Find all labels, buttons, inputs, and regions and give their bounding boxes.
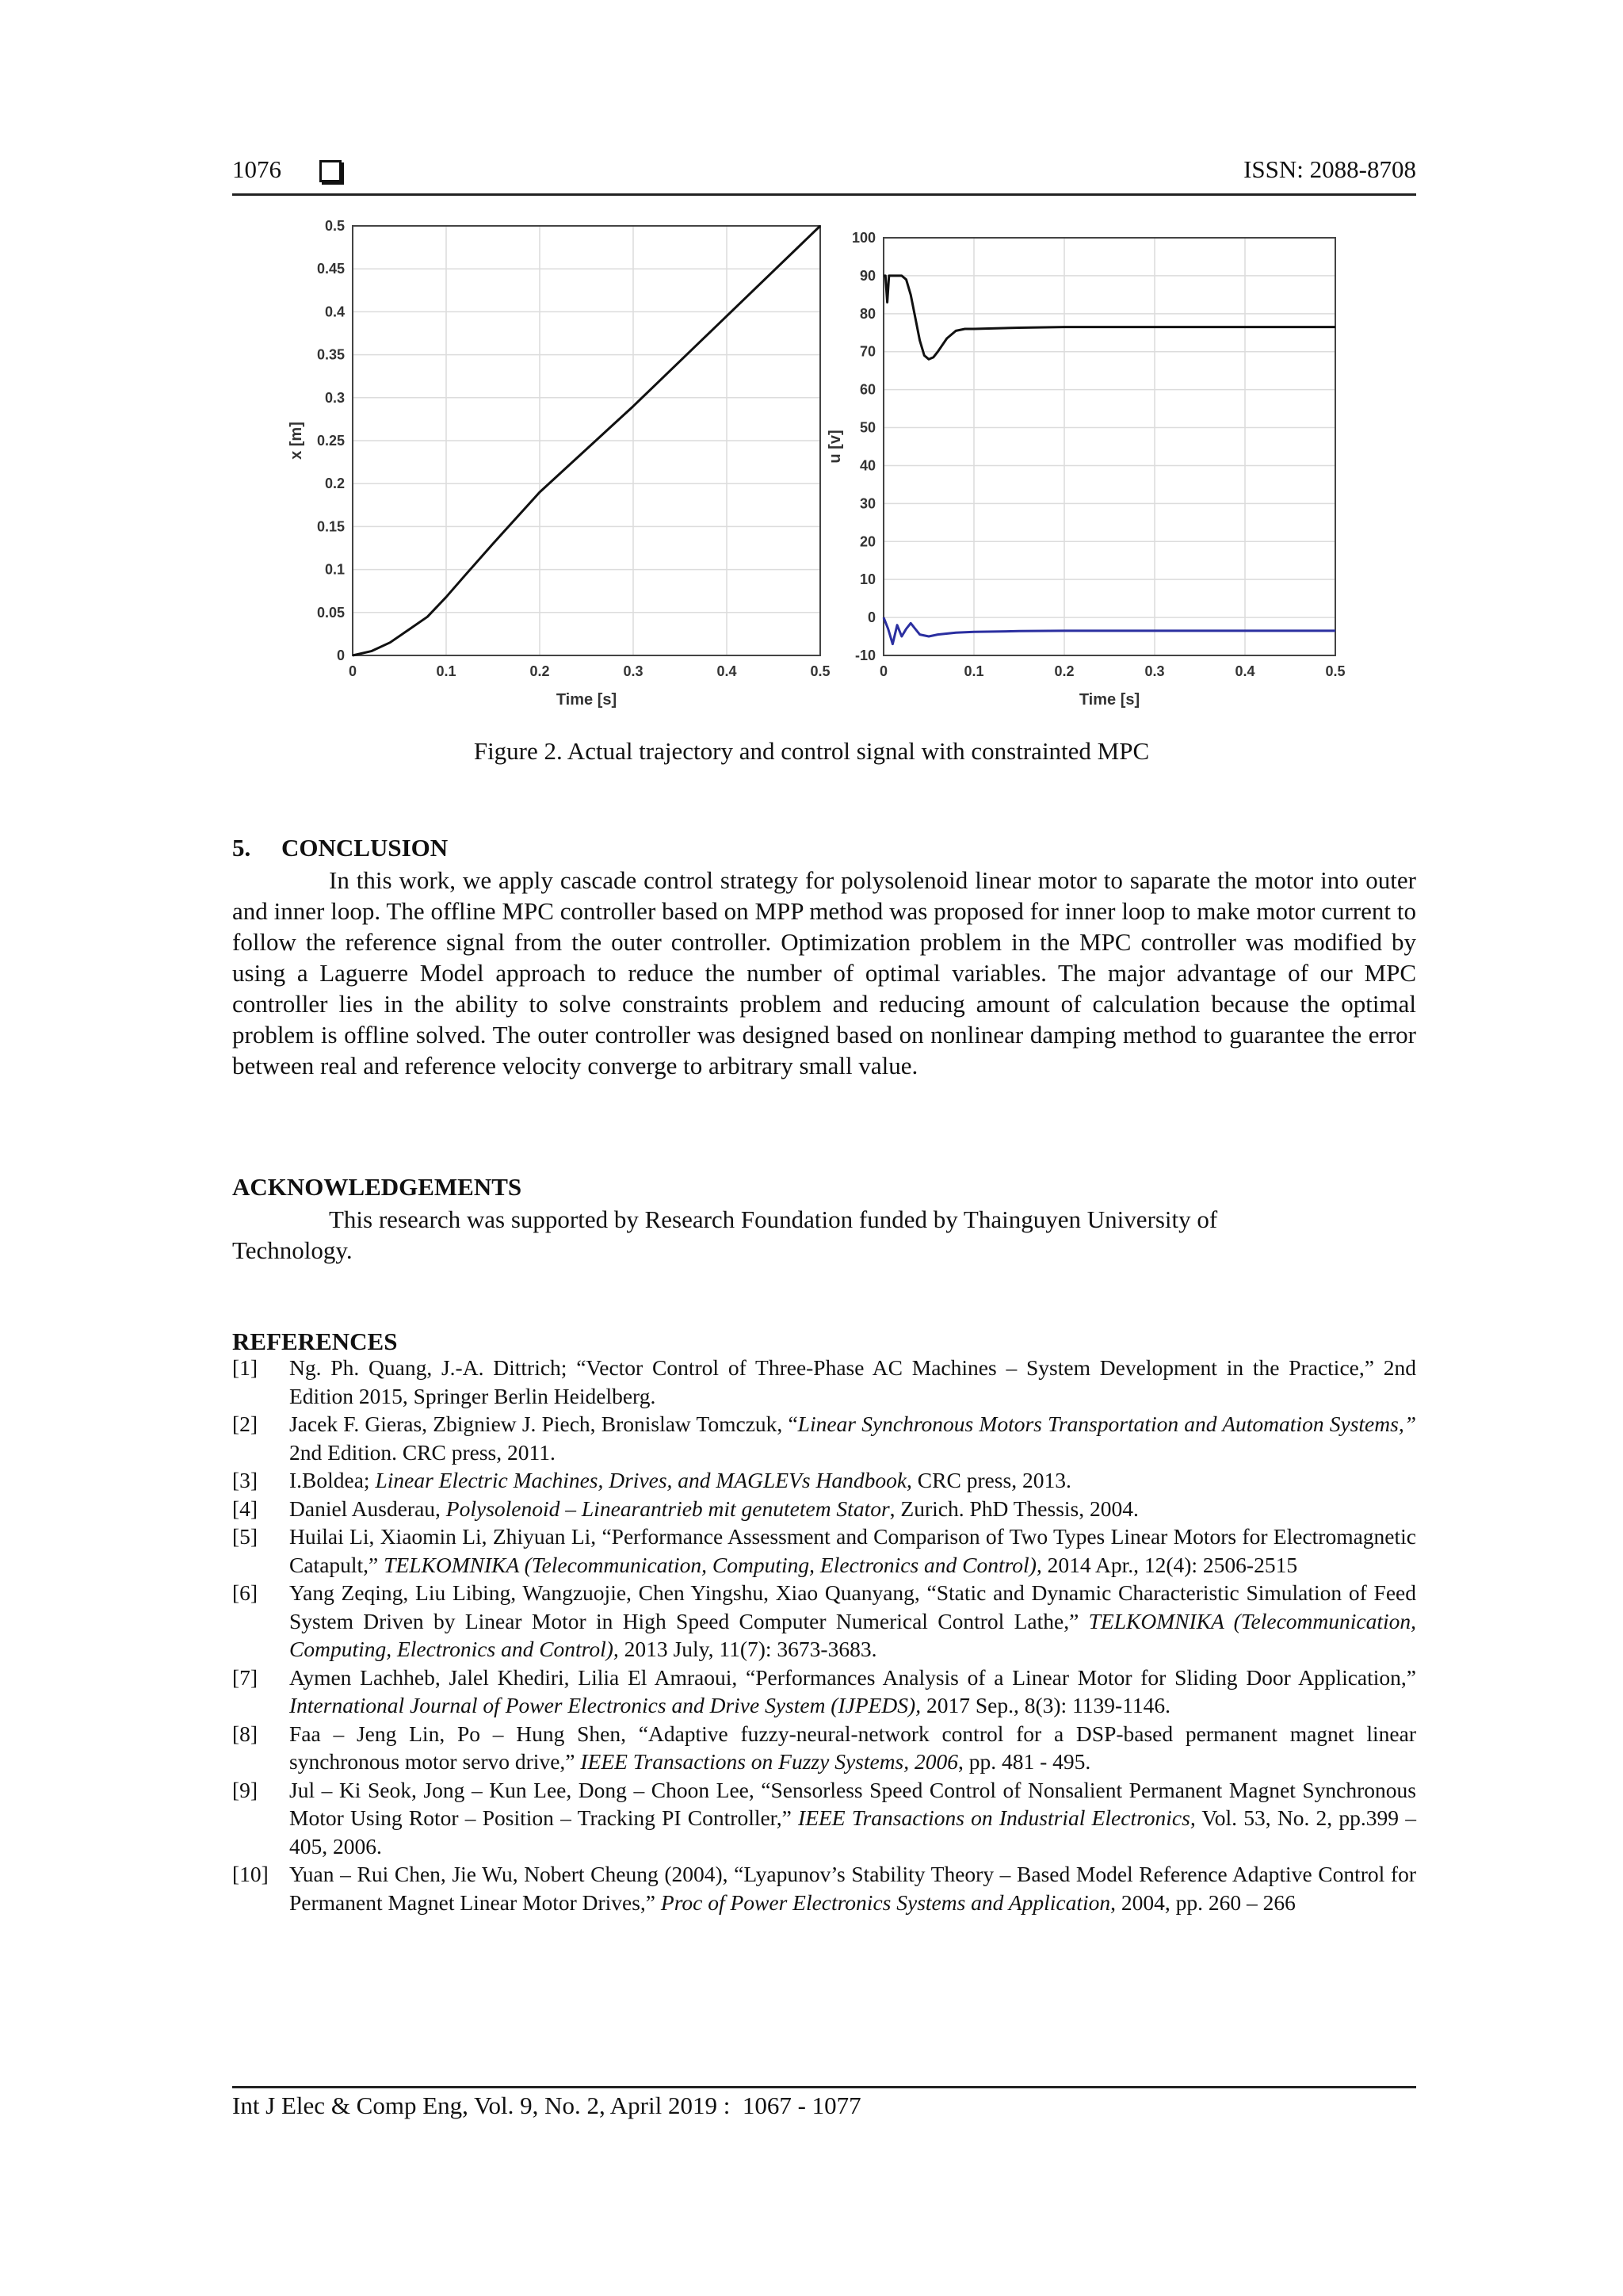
reference-text	[289, 1579, 1416, 1664]
x-tick-label: 0.3	[623, 663, 643, 679]
x-tick-label: 0.5	[1325, 663, 1346, 679]
acknowledgements-body	[232, 1204, 1416, 1266]
reference-number: [6]	[232, 1580, 258, 1605]
reference-segment: Huilai Li, Xiaomin Li, Zhiyuan Li, “Performance Assessment and Comparison of Two Types Linear Motors for Electromagnetic Catapult,”	[289, 1524, 1416, 1577]
y-tick-label: 10	[859, 571, 876, 588]
reference-segment: Yuan – Rui Chen, Jie Wu, Nobert Cheung (2004), “Lyapunov’s Stability Theory – Based Model Reference Adaptive Control for Permanent Magnet Linear Motor Drives,”	[289, 1862, 1416, 1915]
reference-number: [5]	[232, 1524, 258, 1549]
reference-text	[289, 1354, 1416, 1410]
reference-text	[289, 1522, 1416, 1579]
figure-caption: Figure 2. Actual trajectory and control signal with constrainted MPC	[473, 737, 1150, 765]
y-tick-label: 80	[859, 305, 876, 322]
y-tick-label: 0.45	[316, 261, 345, 277]
acknowledgements-line1: This research was supported by Research Foundation funded by Thainguyen University of	[329, 1205, 1218, 1233]
plot-area	[884, 238, 1335, 655]
reference-italic-segment: International Journal of Power Electronics and Drive System (IJPEDS),	[289, 1693, 922, 1717]
x-tick-label: 0	[879, 663, 888, 679]
reference-segment: Faa – Jeng Lin, Po – Hung Shen, “Adaptive fuzzy-neural-network control for a DSP-based permanent magnet linear synchronous motor servo drive,”	[289, 1721, 1416, 1774]
checkbox-square-icon	[319, 160, 342, 182]
conclusion-body	[232, 865, 1416, 1081]
reference-segment: , 2004, pp. 260 – 266	[1110, 1889, 1296, 1915]
reference-segment: Jacek F. Gieras, Zbigniew J. Piech, Bronislaw Tomczuk, “	[289, 1412, 798, 1436]
reference-segment: Vol. 53, No. 2, pp.399 – 405, 2006.	[289, 1805, 1416, 1859]
y-tick-label: 0.2	[324, 476, 345, 492]
x-tick-label: 0.1	[964, 663, 984, 679]
y-tick-label: 0.5	[324, 218, 345, 234]
y-tick-label: -10	[854, 648, 876, 663]
x-tick-label: 0.3	[1144, 663, 1165, 679]
y-tick-label: 0	[336, 648, 345, 663]
y-tick-label: 0.35	[316, 346, 345, 363]
x-tick-label: 0.2	[529, 663, 550, 679]
reference-italic-segment: IEEE Transactions on Industrial Electronics,	[798, 1805, 1196, 1830]
reference-item	[232, 1522, 1416, 1579]
reference-text	[289, 1720, 1416, 1776]
reference-italic-segment: IEEE Transactions on Fuzzy Systems, 2006	[580, 1749, 959, 1774]
y-tick-label: 90	[859, 267, 876, 284]
chart-1	[288, 218, 831, 709]
reference-number: [9]	[232, 1777, 258, 1802]
reference-item	[232, 1410, 1416, 1466]
conclusion-text: In this work, we apply cascade control strategy for polysolenoid linear motor to saparate the motor into outer and inner loop. The offline MPC controller based on MPP method was proposed for inner loop to make motor current to follow the reference signal from the outer controller. Optimization problem in the MPC controller was modified by using a Laguerre Model approach to reduce the number of optimal variables. The major advantage of our MPC controller lies in the ability to solve constraints problem and reducing amount of calculation because the optimal problem is offline solved. The outer controller was designed based on nonlinear damping method to guarantee the error between real and reference velocity converge to arbitrary small value.	[232, 866, 1416, 1079]
acknowledgements-heading: ACKNOWLEDGEMENTS	[232, 1173, 522, 1201]
references-list	[232, 1354, 1416, 1916]
y-tick-label: 40	[859, 457, 876, 474]
reference-item	[232, 1664, 1416, 1720]
y-tick-label: 0.15	[316, 518, 345, 535]
reference-segment: , CRC press, 2013.	[907, 1468, 1071, 1492]
reference-segment: Yang Zeqing, Liu Libing, Wangzuojie, Chen Yingshu, Xiao Quanyang, “Static and Dynamic Characteristic Simulation of Feed System Driven by Linear Motor in High Speed Computer Numerical Control Lathe,”	[289, 1580, 1416, 1633]
y-tick-label: 0.05	[316, 604, 345, 621]
x-tick-label: 0.4	[716, 663, 737, 679]
reference-italic-segment: Linear Synchronous Motors Transportation and Automation Systems,”	[797, 1412, 1416, 1436]
reference-segment: Ng. Ph. Quang, J.-A. Dittrich; “Vector Control of Three-Phase AC Machines – System Development in the Practice,” 2nd Edition 2015, Springer Berlin Heidelberg.	[289, 1355, 1416, 1408]
reference-item	[232, 1466, 1416, 1495]
reference-text	[289, 1776, 1416, 1861]
reference-text	[289, 1466, 1416, 1495]
reference-segment: Aymen Lachheb, Jalel Khediri, Lilia El Amraoui, “Performances Analysis of a Linear Motor for Sliding Door Application,”	[289, 1664, 1416, 1690]
x-axis-label: Time [s]	[1079, 691, 1140, 709]
y-tick-label: 70	[859, 343, 876, 360]
reference-number: [3]	[232, 1468, 258, 1492]
x-tick-label: 0.4	[1235, 663, 1255, 679]
y-tick-label: 0.1	[324, 561, 345, 578]
reference-segment: Jul – Ki Seok, Jong – Kun Lee, Dong – Choon Lee, “Sensorless Speed Control of Nonsalient Permanent Magnet Synchronous Motor Using Rotor – Position – Tracking PI Controller,”	[289, 1777, 1416, 1830]
reference-segment: 2017 Sep., 8(3): 1139-1146.	[921, 1693, 1171, 1717]
reference-segment: , Zurich. PhD Thessis, 2004.	[889, 1496, 1139, 1521]
x-tick-label: 0.5	[810, 663, 831, 679]
reference-italic-segment: TELKOMNIKA (Telecommunication, Computing, Electronics and Control),	[289, 1608, 1416, 1661]
reference-segment: 2nd Edition. CRC press, 2011.	[289, 1439, 556, 1465]
page-number: 1076	[232, 155, 281, 183]
reference-number: [1]	[232, 1355, 258, 1380]
reference-item	[232, 1720, 1416, 1776]
x-tick-label: 0.1	[436, 663, 456, 679]
reference-text	[289, 1860, 1416, 1916]
reference-italic-segment: Polysolenoid – Linearantrieb mit genutetem Stator	[445, 1496, 890, 1521]
reference-item	[232, 1579, 1416, 1664]
reference-item	[232, 1860, 1416, 1916]
reference-italic-segment: Proc of Power Electronics Systems and Application	[660, 1889, 1111, 1915]
page-footer	[232, 2086, 1416, 2120]
reference-item	[232, 1354, 1416, 1410]
y-tick-label: 30	[859, 495, 876, 512]
chart-2	[827, 230, 1346, 709]
reference-item	[232, 1495, 1416, 1523]
y-tick-label: 0.25	[316, 433, 345, 449]
reference-segment: Daniel Ausderau,	[289, 1496, 446, 1521]
references-heading: REFERENCES	[232, 1328, 398, 1355]
x-tick-label: 0	[348, 663, 357, 679]
reference-segment: I.Boldea;	[289, 1468, 376, 1492]
reference-number: [8]	[232, 1721, 258, 1746]
y-tick-label: 60	[859, 381, 876, 398]
conclusion-heading: 5. CONCLUSION	[232, 834, 449, 861]
reference-number: [4]	[232, 1496, 258, 1521]
y-tick-label: 50	[859, 419, 876, 436]
y-tick-label: 20	[859, 533, 876, 550]
reference-number: [10]	[232, 1862, 269, 1886]
reference-italic-segment: Linear Electric Machines, Drives, and MAGLEVs Handbook	[375, 1468, 907, 1492]
footer-citation: Int J Elec & Comp Eng, Vol. 9, No. 2, April 2019 : 1067 - 1077	[232, 2092, 861, 2119]
y-tick-label: 0	[867, 609, 876, 626]
reference-text	[289, 1495, 1416, 1523]
reference-text	[289, 1410, 1416, 1466]
issn: ISSN: 2088-8708	[1243, 155, 1416, 183]
reference-number: [2]	[232, 1412, 258, 1436]
y-tick-label: 100	[851, 230, 876, 246]
y-axis-label: x [m]	[288, 422, 305, 460]
x-tick-label: 0.2	[1054, 663, 1075, 679]
reference-segment: , pp. 481 - 495.	[958, 1749, 1091, 1774]
reference-segment: 2013 July, 11(7): 3673-3683.	[618, 1637, 877, 1661]
acknowledgements-line2: Technology.	[232, 1236, 353, 1264]
y-tick-label: 0.4	[324, 304, 345, 320]
x-axis-label: Time [s]	[556, 691, 617, 709]
page-header	[232, 155, 1416, 196]
reference-text	[289, 1664, 1416, 1720]
reference-number: [7]	[232, 1664, 258, 1690]
y-axis-label: u [v]	[827, 430, 844, 464]
figure-2	[269, 210, 1379, 717]
reference-segment: 2014 Apr., 12(4): 2506-2515	[1041, 1552, 1298, 1577]
y-tick-label: 0.3	[324, 389, 345, 406]
reference-italic-segment: TELKOMNIKA (Telecommunication, Computing, Electronics and Control),	[384, 1552, 1042, 1577]
reference-item	[232, 1776, 1416, 1861]
